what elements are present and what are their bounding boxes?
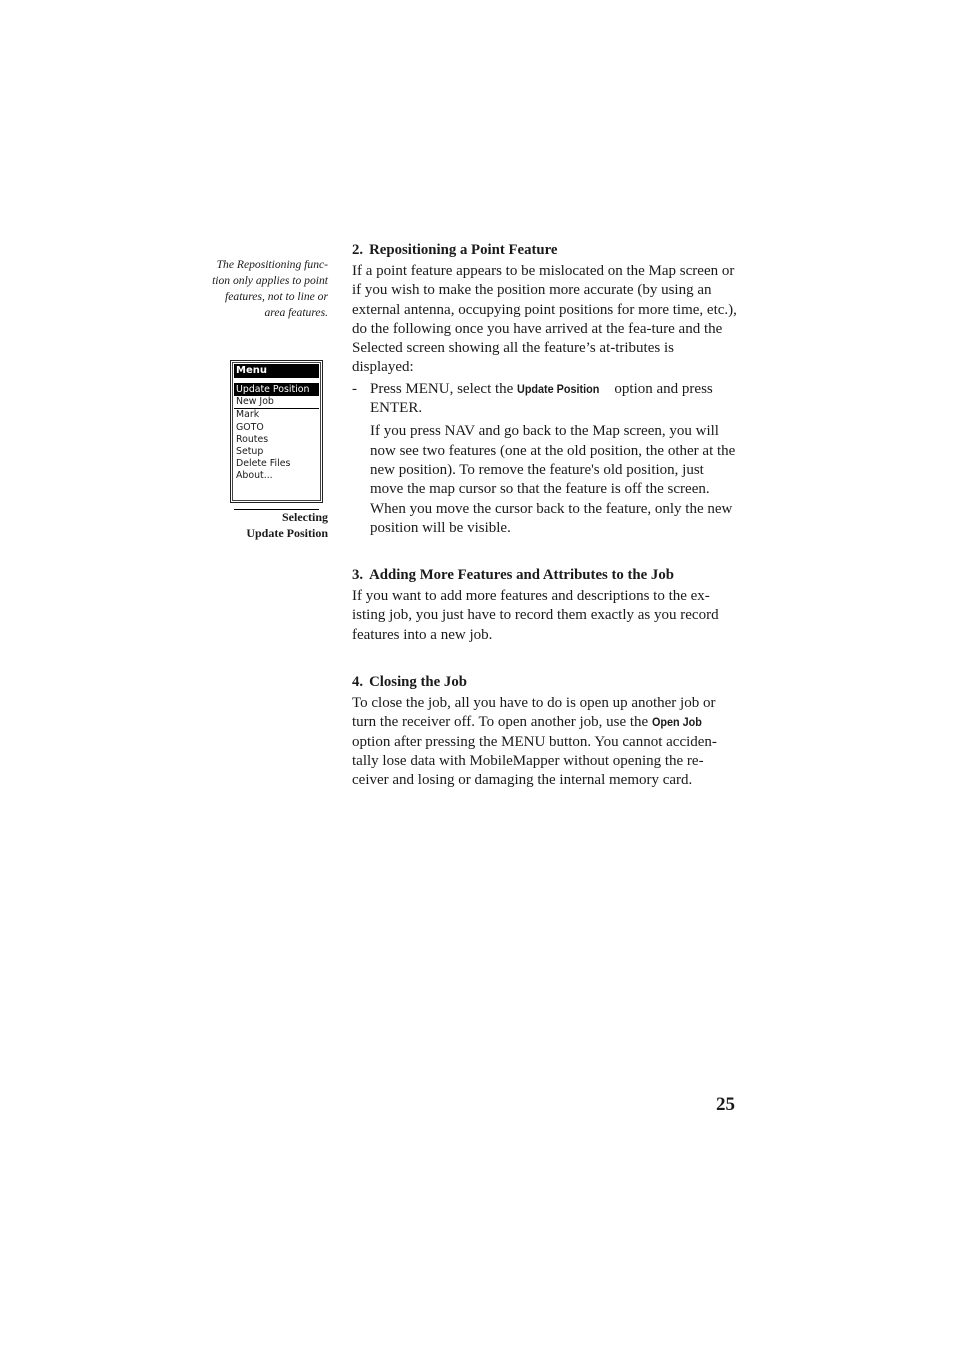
- body-text-post: option after pressing the MENU button. You cannot acciden-tally lose data with MobileMapper without opening the re-ceiver and losing or damaging the internal memory card.: [352, 733, 717, 789]
- bullet-text-post: option and press ENTER.: [370, 380, 713, 417]
- body-text-pre: To close the job, all you have to do is open up another job or turn the receiver off. To open another job, use the: [352, 695, 716, 731]
- device-menu-item: Mark: [236, 409, 260, 421]
- device-menu-item: About...: [236, 470, 273, 482]
- section-intro: If a point feature appears to be mislocated on the Map screen or if you wish to make the position more accurate (by using an external antenna, occupying point positions for more time, etc.), do the following once you have arrived at the fea-ture and the Selected screen showing all the feature’s at-tributes is displayed:: [352, 263, 737, 376]
- page-number: 25: [716, 1094, 735, 1115]
- section-closing-job: [352, 672, 738, 790]
- section-number: 2.: [352, 242, 364, 258]
- section-number: 3.: [352, 567, 364, 584]
- device-menu-item: GOTO: [236, 421, 264, 433]
- caption-line-1: Selecting: [282, 510, 328, 524]
- section-body: [352, 694, 738, 790]
- section-title: Closing the Job: [369, 674, 467, 691]
- option-name: Update Position: [517, 381, 600, 396]
- device-menu-item: Setup: [236, 446, 264, 458]
- bullet-dash: -: [352, 380, 357, 397]
- device-menu-item: Routes: [236, 433, 269, 445]
- section-adding-features: [352, 565, 738, 645]
- section-repositioning: [352, 240, 738, 538]
- margin-note: [190, 257, 328, 321]
- device-menu-item: Update Position: [234, 384, 319, 396]
- figure-caption: [200, 509, 328, 541]
- section-title: Adding More Features and Attributes to the Job: [369, 567, 674, 584]
- section-heading: [352, 240, 738, 260]
- bullet-text-pre: Press MENU, select the: [370, 380, 518, 397]
- section-heading: [352, 565, 738, 585]
- section-body: If you want to add more features and descriptions to the ex-isting job, you just have to record them exactly as you record features into a new job.: [352, 588, 719, 643]
- margin-note-text: The Repositioning func- tion only applies to point features, not to line or area features.: [212, 258, 328, 319]
- device-menu-list: [234, 383, 319, 510]
- device-menu-item: New Job: [234, 396, 319, 409]
- caption-line-2: Update Position: [246, 526, 328, 540]
- option-name: Open Job: [651, 715, 702, 730]
- main-column: [352, 240, 738, 791]
- bullet-step: [352, 380, 738, 419]
- device-menu-title: Menu: [234, 364, 319, 378]
- device-menu-screenshot: [230, 360, 323, 503]
- section-number: 4.: [352, 674, 364, 691]
- section-title: Repositioning a Point Feature: [369, 242, 558, 258]
- device-menu-item: Delete Files: [236, 458, 291, 470]
- bullet-note: If you press NAV and go back to the Map screen, you will now see two features (one at the old position, the other at the new position). To remove the feature's old position, just move the map cursor so that the feature is off the screen. When you move the cursor back to the feature, only the new position will be visible.: [370, 423, 736, 536]
- section-heading: [352, 672, 738, 692]
